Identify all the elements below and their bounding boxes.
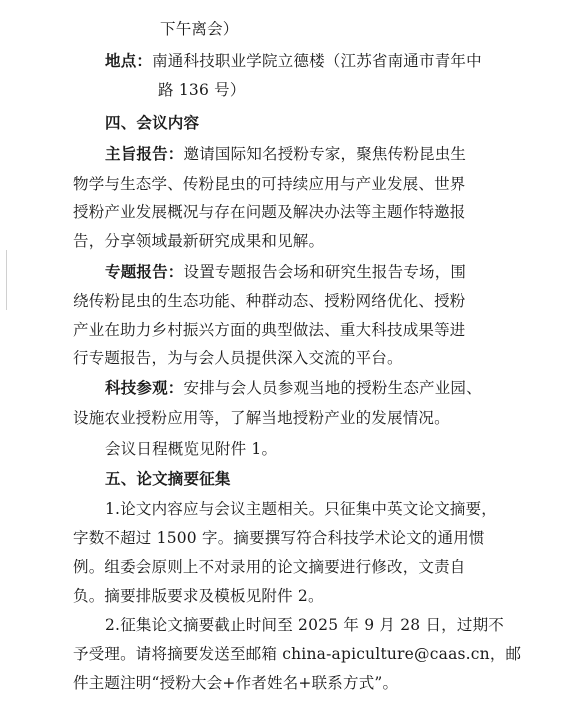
site-visit-label: 科技参观： — [105, 378, 184, 397]
site-visit-line-1: 科技参观：安排与会人员参观当地的授粉生态产业园、 — [105, 378, 482, 397]
keynote-line-1: 主旨报告：邀请国际知名授粉专家，聚焦传粉昆虫生 — [105, 144, 467, 163]
abstract-rule-2-line-3: 件主题注明“授粉大会+作者姓名+联系方式”。 — [73, 674, 399, 692]
abstract-rule-1-line-4: 负。摘要排版要求及模板见附件 2。 — [73, 587, 324, 605]
venue-label: 地点： — [105, 51, 153, 70]
scan-margin-mark — [6, 250, 7, 310]
abstract-rule-1-line-2: 字数不超过 1500 字。摘要撰写符合科技学术论文的通用惯 — [73, 529, 485, 547]
section-heading-abstract-call: 五、论文摘要征集 — [105, 469, 231, 488]
abstract-rule-1-line-1: 1.论文内容应与会议主题相关。只征集中英文论文摘要， — [105, 500, 497, 518]
abstract-rule-2-line-1: 2.征集论文摘要截止时间至 2025 年 9 月 28 日，过期不 — [105, 616, 504, 634]
keynote-line-4: 告，分享领域最新研究成果和见解。 — [73, 232, 325, 250]
abstract-rule-2-line-2: 予受理。请将摘要发送至邮箱 china-apiculture@caas.cn，邮 — [73, 645, 522, 663]
special-report-line-3: 产业在助力乡村振兴方面的典型做法、重大科技成果等进 — [73, 321, 466, 339]
keynote-label: 主旨报告： — [105, 144, 184, 163]
abstract-rule-1-line-3: 例。组委会原则上不对录用的论文摘要进行修改，文责自 — [73, 558, 466, 576]
venue-line — [105, 51, 482, 71]
special-report-line-1: 专题报告：设置专题报告会场和研究生报告专场，围 — [105, 262, 467, 281]
site-visit-line-2: 设施农业授粉应用等，了解当地授粉产业的发展情况。 — [73, 409, 450, 427]
venue-text: 南通科技职业学院立德楼（江苏省南通市青年中 — [152, 52, 482, 70]
section-heading-meeting-content: 四、会议内容 — [105, 113, 200, 132]
special-report-line-2: 绕传粉昆虫的生态功能、种群动态、授粉网络优化、授粉 — [73, 292, 466, 310]
keynote-line-2: 物学与生态学、传粉昆虫的可持续应用与产业发展、世界 — [73, 175, 466, 193]
venue-address-continuation: 路 136 号） — [158, 81, 246, 99]
schedule-continuation: 下午离会） — [160, 20, 239, 38]
special-report-label: 专题报告： — [105, 262, 184, 281]
schedule-appendix-note: 会议日程概览见附件 1。 — [105, 440, 278, 458]
special-report-line-4: 行专题报告，为与会人员提供深入交流的平台。 — [73, 349, 403, 367]
keynote-line-3: 授粉产业发展概况与存在问题及解决办法等主题作特邀报 — [73, 203, 466, 221]
